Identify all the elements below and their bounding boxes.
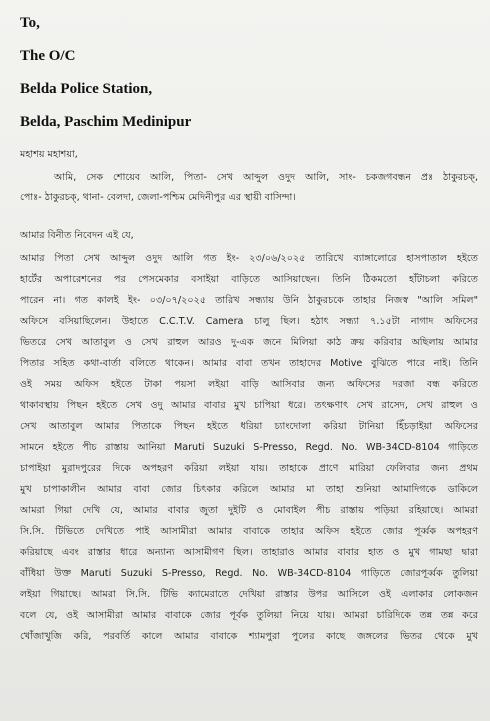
address-officer: The O/C: [20, 48, 76, 64]
intro-line: আমি, সেক শোয়েব আলি, পিতা- সেখ আব্দুল ওদুদ আলি, সাং- চকজগবন্ধন প্রঃ ঠাকুরচক্‌,: [54, 172, 478, 183]
paragraph-line: মুখ চাপাকালীন আমার বাবা জোর চিৎকার করিলে আমার মা তাহা শুনিয়া আমাদিগকে ডাকিলে: [20, 484, 478, 495]
recipient-address: [20, 16, 191, 148]
paragraph-line: লইয়া গিয়াছে। আমরা সি.সি. টিভি ক্যামেরাতে দেখিয়া রাস্তার উপর আসিলে ওই এলাকার লোকজন: [20, 589, 478, 600]
paragraph-line: পারেন না। গত কালই ইং- ০৩/০৭/২০২৫ তারিখ সন্ধ্যায় উনি ঠাকুরচকে তাহার নিজস্ব "আলি সমিল": [20, 295, 478, 306]
salutation: মহাশয় মহাশয়া,: [20, 149, 78, 160]
address-station: Belda Police Station,: [20, 81, 153, 97]
paragraph-line: বলে যে, ওই আসামীরা আমার বাবাকে জোর পূর্বক তুলিয়া নিয়ে যায়। আমরা চারিদিকে তন্ন তন্ন করে: [20, 610, 478, 621]
paragraph-line: ভিতরে সেখ আতাবুল ও সেখ রাহুল আরও দু-এক জনে মিলিয়া কাঠ ক্রয় করিবার অছিলায় আমার: [20, 337, 478, 348]
paragraph-line: আমার পিতা সেখ আব্দুল ওদুদ আলি গত ইং- ২৩/০৬/২০২৫ তারিখে ব্যাঙ্গালোরে হাসপাতাল হইতে: [20, 253, 478, 264]
paragraph-line: পিতার সহিত কথা-বার্তা বলিতে থাকেন। আমার বাবা তখন তাহাদের Motive বুঝিতে পারে নাই। তিনি: [20, 358, 478, 369]
address-location: Belda, Paschim Medinipur: [20, 114, 192, 130]
paragraph-line: সামনে হইতে পীচ রাস্তায় আনিয়া Maruti Suzuki S-Presso, Regd. No. WB-34CD-8104 গাড়িতে: [20, 442, 478, 453]
paragraph-line: সি.সি. টিভিতে দেখিতে পাই আসামীরা আমার বাবাকে তাহার অফিস হইতে জোর পূর্ব্বক অপহরণ: [20, 526, 478, 537]
paragraph-line: আমরা গিয়া দেখি যে, আমার বাবার জুতা দুইটি ও মোবাইল পীচ রাস্তায় পড়িয়া রহিয়াছে। আমরা: [20, 505, 478, 516]
prayer-heading: আমার বিনীত নিবেদন এই যে,: [20, 230, 134, 241]
paragraph-line: করিয়াছে এবং রাস্তার ধারে অন্যান্য আসামীগণ ছিল। তাহারাও আমার বাবার হাত ও মুখ গামছা দ্বারা: [20, 547, 478, 558]
paragraph-line: থাকাবস্থায় পিছন হইতে সেখ ওদু আমার বাবার মুখ চাপিয়া ধরে। তৎক্ষণাৎ সেখ রাসেদ, সেখ রাহুল ও: [20, 400, 478, 411]
paragraph-line: খোঁজাখুজি করি, পরবর্তি কালে আমার বাবাকে শ্যামপুরা পুলের কাছে জঙ্গলের ভিতর থেকে মুখ: [20, 631, 478, 642]
paragraph-line: হার্টের অপারেশনের পর পেসমেকার বসাইয়া বাড়িতে আসিয়াছেন। তিনি ঠিকমতো হাঁটাচলা করিতে: [20, 274, 478, 285]
paragraph-line: চাপাইয়া মুরাদপুরের দিকে অপহরণ করিয়া লইয়া যায়। তাহাকে প্রাণে মারিয়া ফেলিবার জন্য প্রথম: [20, 463, 478, 474]
paragraph-line: ওই সময় অফিস হইতে টাকা পয়সা লইয়া বাড়ি আসিবার জন্য অফিসের দরজা বন্ধ করিতে: [20, 379, 478, 390]
paragraph-line: অফিসে বসিয়াছিলেন। উহাতে C.C.T.V. Camera চালু ছিল। হঠাৎ সন্ধ্যা ৭.১৫টা নাগাদ অফিসের: [20, 316, 478, 327]
address-to: To,: [20, 15, 40, 31]
intro-line: পোঃ- ঠাকুরচক্‌, থানা- বেলদা, জেলা-পশ্চিম মেদিনীপুর এর স্থায়ী বাসিন্দা।: [20, 192, 296, 203]
paragraph-line: বাঁধিয়া উক্ত Maruti Suzuki S-Presso, Regd. No. WB-34CD-8104 গাড়িতে জোরপূর্ব্বক তুলিয়া: [20, 568, 478, 579]
paragraph-line: সেখ আতাবুল আমার পিতাকে পিছন হইতে ধরিয়া চ্যাংদোলা করিয়া টানিয়া হিঁচড়াইয়া অফিসের: [20, 421, 478, 432]
